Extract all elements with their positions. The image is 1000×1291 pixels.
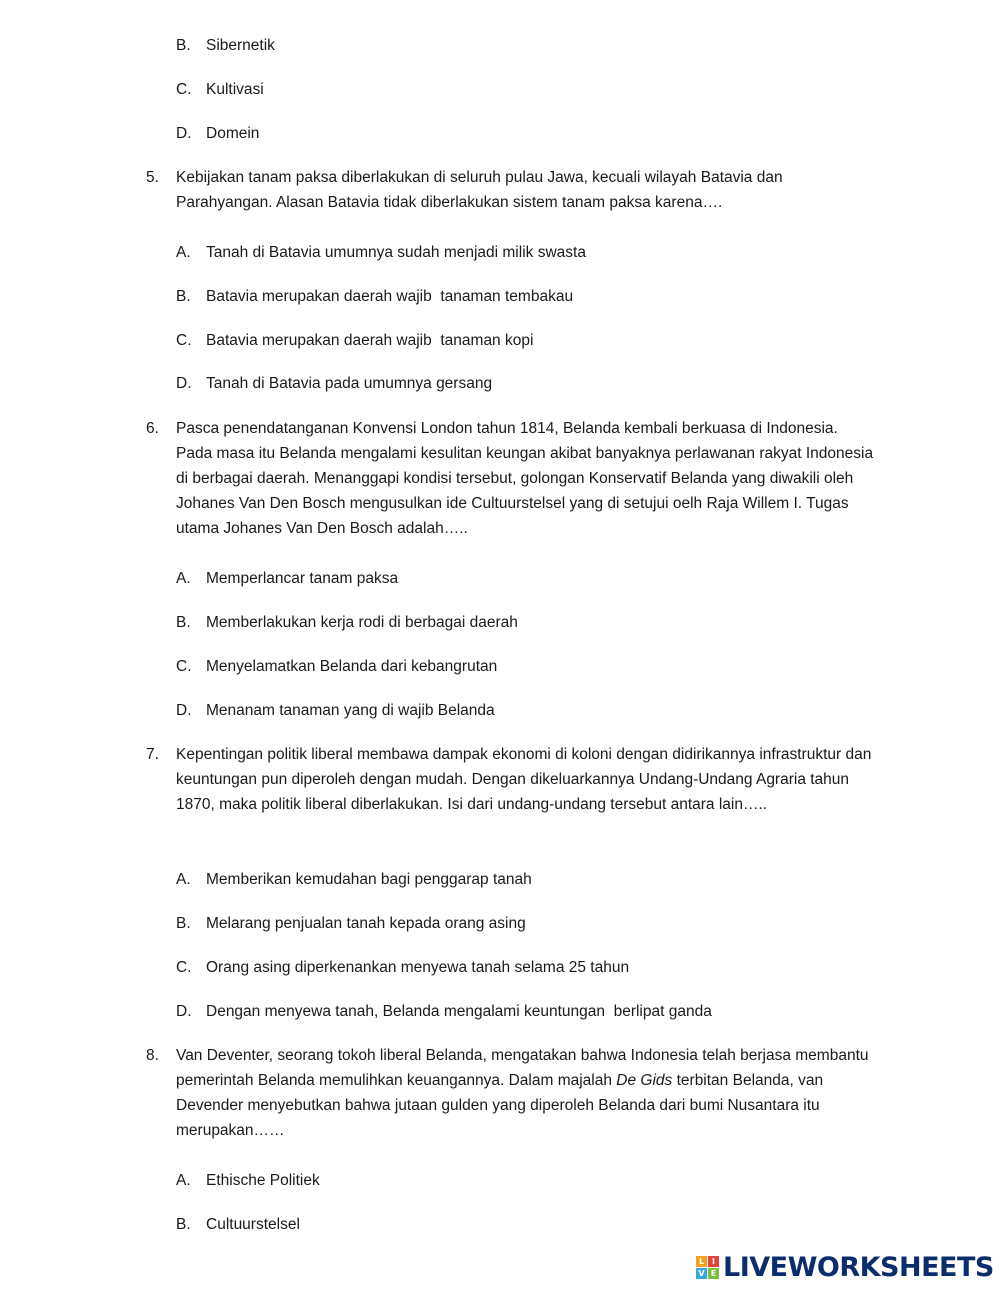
question-text: Pasca penendatanganan Konvensi London tahun 1814, Belanda kembali berkuasa di Indonesia. Pada masa itu Belanda mengalami kesulitan keungan akibat banyaknya perlawanan rakyat Indonesia di berbagai daerah. Menanggapi kondisi tersebut, golongan Konservatif Belanda yang diwakili oleh Johanes Van Den Bosch mengusulkan ide Cultuurstelsel yang di setujui oelh Raja Willem I. Tugas utama Johanes Van Den Bosch adalah…..	[176, 420, 874, 537]
option-letter: B.	[176, 614, 191, 631]
option-letter: C.	[176, 332, 192, 349]
option-letter: D.	[176, 125, 192, 142]
option-5-d	[176, 371, 492, 396]
option-6-a	[176, 566, 398, 591]
option-text: Melarang penjualan tanah kepada orang asing	[206, 915, 526, 932]
question-7	[146, 742, 876, 817]
question-text-part: terbitan Belanda, van Devender menyebutkan bahwa jutaan gulden yang diperoleh Belanda dari bumi Nusantara itu merupakan……	[176, 1072, 824, 1139]
logo-block: L	[696, 1256, 707, 1267]
option-letter: D.	[176, 1003, 192, 1020]
magazine-title: De Gids	[616, 1072, 673, 1089]
option-letter: C.	[176, 81, 192, 98]
option-text: Batavia merupakan daerah wajib tanaman kopi	[206, 332, 534, 349]
question-number: 8.	[146, 1047, 159, 1064]
option-6-b	[176, 610, 518, 635]
option-text: Memperlancar tanam paksa	[206, 570, 399, 587]
option-4-c	[176, 77, 264, 102]
option-text: Tanah di Batavia pada umumnya gersang	[206, 375, 493, 392]
logo-block: I	[708, 1256, 719, 1267]
option-letter: A.	[176, 1172, 191, 1189]
logo-block: E	[708, 1268, 719, 1279]
option-4-d	[176, 121, 259, 146]
question-number: 5.	[146, 169, 159, 186]
option-text: Memberlakukan kerja rodi di berbagai daerah	[206, 614, 518, 631]
option-8-b	[176, 1212, 300, 1237]
question-number: 7.	[146, 746, 159, 763]
option-text: Kultivasi	[206, 81, 264, 98]
option-letter: B.	[176, 915, 191, 932]
question-text	[176, 1043, 876, 1143]
option-4-b	[176, 33, 275, 58]
option-5-a	[176, 240, 586, 265]
option-text: Cultuurstelsel	[206, 1216, 300, 1233]
option-7-a	[176, 867, 532, 892]
option-letter: A.	[176, 871, 191, 888]
option-text: Menanam tanaman yang di wajib Belanda	[206, 702, 495, 719]
option-letter: D.	[176, 702, 192, 719]
logo-block: V	[696, 1268, 707, 1279]
logo-blocks-icon	[696, 1256, 719, 1279]
option-text: Ethische Politiek	[206, 1172, 320, 1189]
option-7-c	[176, 955, 629, 980]
option-letter: B.	[176, 288, 191, 305]
question-text-part: Van Deventer, seorang tokoh liberal Belanda, mengatakan bahwa Indonesia telah berjasa membantu pemerintah Belanda memulihkan keuangannya. Dalam majalah	[176, 1047, 869, 1089]
option-6-c	[176, 654, 497, 679]
option-text: Batavia merupakan daerah wajib tanaman tembakau	[206, 288, 574, 305]
question-6	[146, 416, 876, 541]
option-text: Orang asing diperkenankan menyewa tanah selama 25 tahun	[206, 959, 630, 976]
option-letter: A.	[176, 570, 191, 587]
option-letter: B.	[176, 1216, 191, 1233]
option-text: Dengan menyewa tanah, Belanda mengalami keuntungan berlipat ganda	[206, 1003, 712, 1020]
question-text: Kebijakan tanam paksa diberlakukan di seluruh pulau Jawa, kecuali wilayah Batavia dan Parahyangan. Alasan Batavia tidak diberlakukan sistem tanam paksa karena….	[176, 169, 783, 211]
logo-text: LIVEWORKSHEETS	[723, 1252, 994, 1283]
option-5-c	[176, 328, 533, 353]
option-letter: A.	[176, 244, 191, 261]
option-6-d	[176, 698, 495, 723]
option-letter: C.	[176, 959, 192, 976]
question-number: 6.	[146, 420, 159, 437]
option-text: Domein	[206, 125, 260, 142]
option-text: Menyelamatkan Belanda dari kebangrutan	[206, 658, 498, 675]
option-text: Memberikan kemudahan bagi penggarap tanah	[206, 871, 532, 888]
option-letter: B.	[176, 37, 191, 54]
option-8-a	[176, 1168, 320, 1193]
question-8	[146, 1043, 876, 1143]
option-letter: D.	[176, 375, 192, 392]
option-7-b	[176, 911, 526, 936]
option-letter: C.	[176, 658, 192, 675]
option-text: Tanah di Batavia umumnya sudah menjadi milik swasta	[206, 244, 586, 261]
option-5-b	[176, 284, 573, 309]
option-text: Sibernetik	[206, 37, 275, 54]
option-7-d	[176, 999, 712, 1024]
question-5	[146, 165, 876, 215]
liveworksheets-logo	[696, 1252, 994, 1283]
question-text: Kepentingan politik liberal membawa dampak ekonomi di koloni dengan didirikannya infrastruktur dan keuntungan pun diperoleh dengan mudah. Dengan dikeluarkannya Undang-Undang Agraria tahun 1870, maka politik liberal diberlakukan. Isi dari undang-undang tersebut antara lain…..	[176, 746, 872, 813]
